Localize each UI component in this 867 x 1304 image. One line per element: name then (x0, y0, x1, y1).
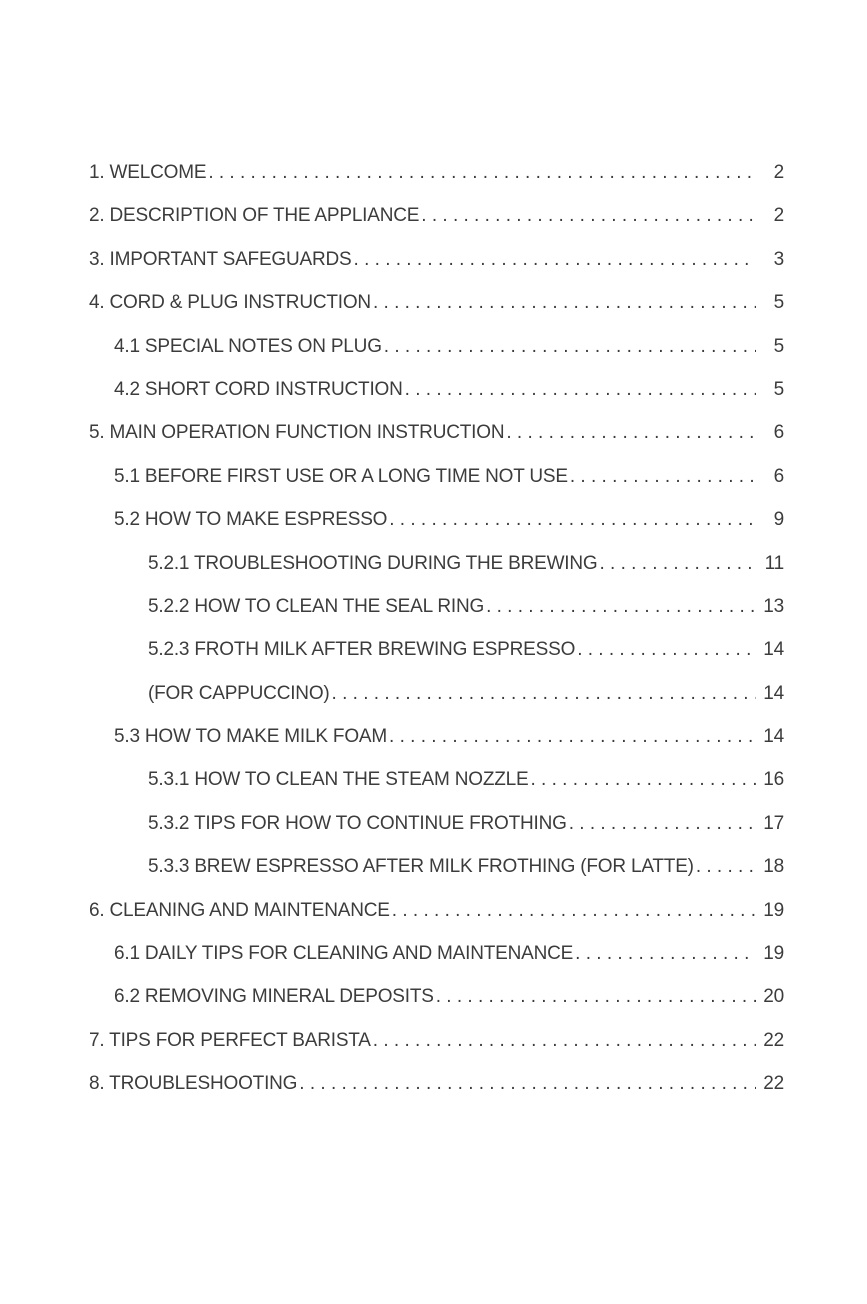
toc-entry[interactable] (89, 683, 784, 726)
toc-entry[interactable] (89, 856, 784, 899)
toc-entry[interactable] (89, 336, 784, 379)
toc-page-number: 16 (763, 769, 784, 791)
toc-dot-leader (421, 205, 756, 227)
toc-entry[interactable] (89, 162, 784, 205)
toc-dot-leader (506, 422, 756, 444)
toc-dot-leader (384, 336, 756, 358)
toc-page-number: 18 (763, 856, 784, 878)
toc-entry-title: 6.1 DAILY TIPS FOR CLEANING AND MAINTENANCE (114, 943, 574, 965)
toc-dot-leader (570, 466, 756, 488)
toc-page-number: 14 (763, 682, 784, 704)
toc-dot-leader (530, 769, 756, 791)
toc-entry-title: 7. TIPS FOR PERFECT BARISTA (89, 1029, 371, 1051)
toc-entry-title: 5.2.3 FROTH MILK AFTER BREWING ESPRESSO (148, 639, 576, 661)
toc-entry-title: 4.1 SPECIAL NOTES ON PLUG (114, 335, 382, 357)
toc-page-number: 6 (773, 465, 784, 487)
toc-dot-leader (405, 379, 756, 401)
toc-dot-leader (373, 292, 756, 314)
toc-dot-leader (332, 683, 756, 705)
toc-page-number: 2 (773, 205, 784, 227)
toc-page-number: 5 (773, 292, 784, 314)
toc-page-number: 5 (773, 335, 784, 357)
toc-page-number: 5 (773, 378, 784, 400)
toc-dot-leader (299, 1073, 756, 1095)
toc-entry-title: 3. IMPORTANT SAFEGUARDS (89, 248, 352, 270)
toc-entry-title: 2. DESCRIPTION OF THE APPLIANCE (89, 205, 420, 227)
toc-entry[interactable] (89, 639, 784, 682)
toc-dot-leader (575, 943, 756, 965)
toc-dot-leader (569, 813, 756, 835)
toc-dot-leader (389, 726, 756, 748)
toc-entry[interactable] (89, 813, 784, 856)
toc-page-number: 14 (763, 726, 784, 748)
toc-entry[interactable] (89, 249, 784, 292)
toc-entry-title: 5.3.2 TIPS FOR HOW TO CONTINUE FROTHING (148, 812, 567, 834)
toc-page-number: 20 (763, 986, 784, 1008)
toc-entry[interactable] (89, 292, 784, 335)
toc-entry[interactable] (89, 205, 784, 248)
toc-dot-leader (696, 856, 756, 878)
toc-page-number: 6 (773, 422, 784, 444)
toc-page-number: 3 (773, 248, 784, 270)
toc-entry[interactable] (89, 509, 784, 552)
toc-entry-title: 5. MAIN OPERATION FUNCTION INSTRUCTION (89, 422, 505, 444)
toc-page-number: 9 (773, 509, 784, 531)
toc-entry[interactable] (89, 900, 784, 943)
toc-dot-leader (208, 162, 756, 184)
toc-entry[interactable] (89, 466, 784, 509)
toc-page-number: 19 (763, 899, 784, 921)
toc-entry-title: 6. CLEANING AND MAINTENANCE (89, 899, 390, 921)
toc-page-number: 11 (764, 552, 784, 574)
toc-entry[interactable] (89, 379, 784, 422)
toc-entry-title: (FOR CAPPUCCINO) (148, 682, 330, 704)
toc-dot-leader (436, 986, 756, 1008)
toc-page-number: 22 (763, 1073, 784, 1095)
toc-entry-title: 5.2.2 HOW TO CLEAN THE SEAL RING (148, 595, 485, 617)
toc-entry-title: 8. TROUBLESHOOTING (89, 1073, 298, 1095)
toc-entry[interactable] (89, 1030, 784, 1073)
toc-page-number: 22 (763, 1029, 784, 1051)
toc-page-number: 2 (773, 162, 784, 183)
toc-dot-leader (354, 249, 756, 271)
toc-entry[interactable] (89, 769, 784, 812)
toc-entry-title: 4. CORD & PLUG INSTRUCTION (89, 292, 371, 314)
toc-dot-leader (486, 596, 756, 618)
toc-entry-title: 5.1 BEFORE FIRST USE OR A LONG TIME NOT USE (114, 465, 568, 487)
toc-entry[interactable] (89, 596, 784, 639)
toc-entry-title: 1. WELCOME (89, 162, 207, 183)
toc-dot-leader (373, 1030, 756, 1052)
toc-entry-title: 6.2 REMOVING MINERAL DEPOSITS (114, 986, 434, 1008)
toc-entry[interactable] (89, 553, 784, 596)
toc-dot-leader (577, 639, 756, 661)
toc-dot-leader (389, 509, 756, 531)
toc-page-number: 17 (763, 812, 784, 834)
toc-entry-title: 5.3 HOW TO MAKE MILK FOAM (114, 726, 388, 748)
toc-entry[interactable] (89, 726, 784, 769)
toc-entry[interactable] (89, 943, 784, 986)
toc-entry-title: 4.2 SHORT CORD INSTRUCTION (114, 378, 403, 400)
toc-entry-title: 5.3.3 BREW ESPRESSO AFTER MILK FROTHING (FOR LATTE) (148, 856, 694, 878)
toc-page-number: 13 (763, 595, 784, 617)
toc-entry-title: 5.2 HOW TO MAKE ESPRESSO (114, 509, 388, 531)
toc-dot-leader (600, 553, 757, 575)
toc-entry[interactable] (89, 422, 784, 465)
toc-entry-title: 5.3.1 HOW TO CLEAN THE STEAM NOZZLE (148, 769, 529, 791)
toc-entry[interactable] (89, 986, 784, 1029)
toc-page-number: 19 (763, 943, 784, 965)
toc-page-number: 14 (763, 639, 784, 661)
table-of-contents (89, 162, 784, 1117)
toc-entry[interactable] (89, 1073, 784, 1116)
toc-dot-leader (392, 900, 756, 922)
toc-entry-title: 5.2.1 TROUBLESHOOTING DURING THE BREWING (148, 552, 598, 574)
